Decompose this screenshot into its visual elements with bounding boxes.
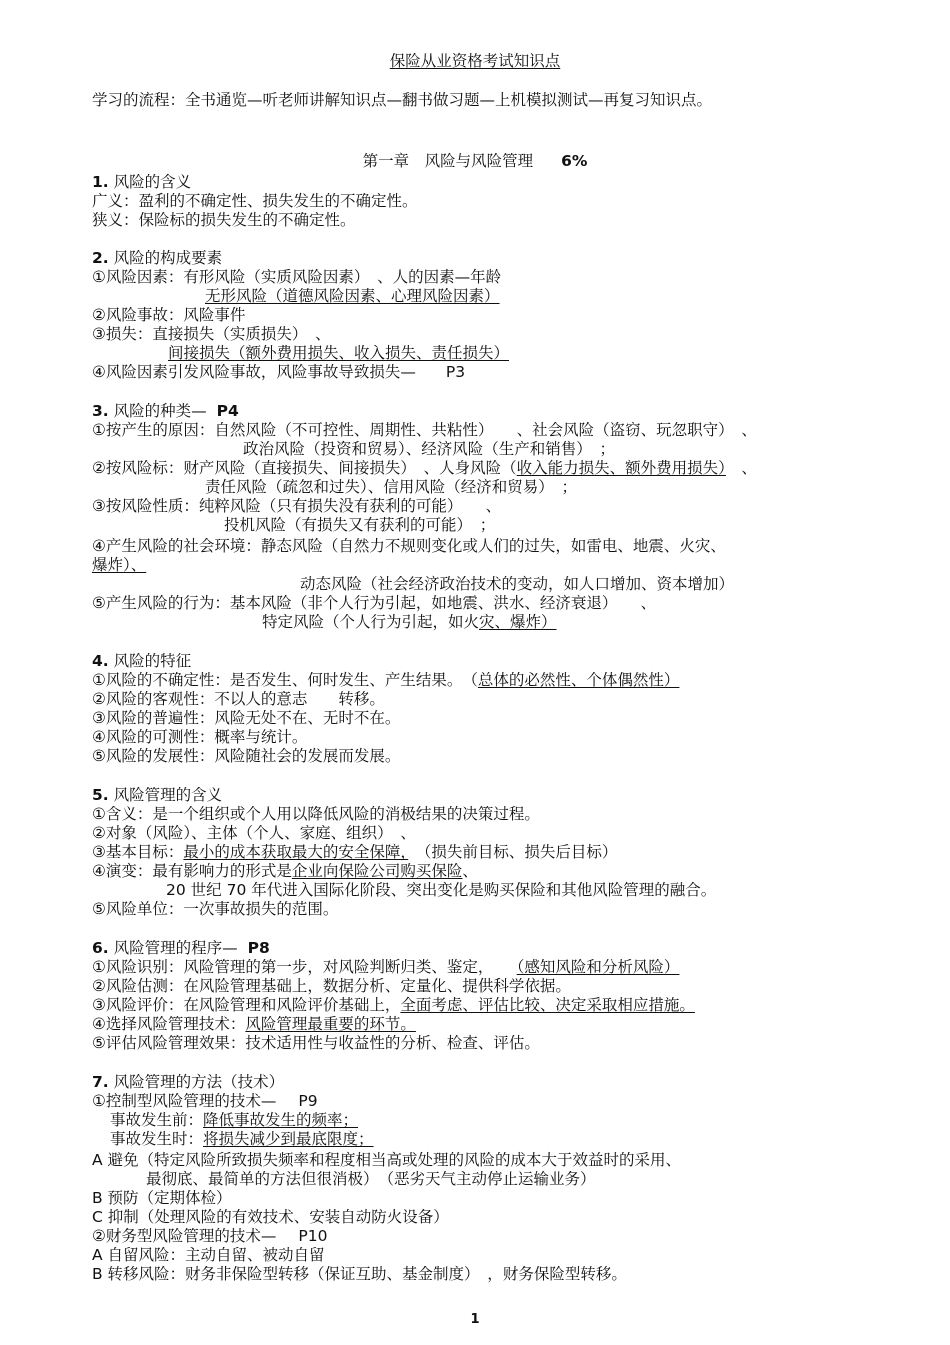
s6-line-underlined: （感知风险和分析风险） [516, 958, 680, 976]
s3-line: ③按风险性质：纯粹风险（只有损失没有获利的可能） 、 [92, 497, 502, 515]
s3-line: 责任风险（疏忽和过失）、信用风险（经济和贸易） ； [205, 478, 578, 496]
s7-line: C 抑制（处理风险的有效技术、安装自动防火设备） [92, 1208, 449, 1226]
s6-line: ②风险估测：在风险管理基础上，数据分析、定量化、提供科学依据。 [92, 977, 571, 995]
chapter-percent: 6% [561, 152, 588, 170]
section-5-heading [92, 786, 222, 805]
section-number: 5. [92, 786, 109, 804]
s4-line: ②风险的客观性：不以人的意志 转移。 [92, 690, 385, 708]
s5-line-text: （损失前目标、损失后目标） [408, 843, 618, 861]
section-7-heading [92, 1073, 284, 1092]
page-ref: P9 [298, 1092, 318, 1110]
s4-line-underlined: 总体的必然性、个体偶然性） [477, 671, 680, 689]
s3-line-text: 特定风险（个人行为引起，如火 [262, 613, 480, 631]
s2-line [92, 363, 465, 382]
s5-line-underlined: 最小的成本获取最大的安全保障， [183, 843, 409, 861]
s7-line: B 转移风险：财务非保险型转移（保证互助、基金制度） ，财务保险型转移。 [92, 1265, 627, 1283]
s4-line: ④风险的可测性：概率与统计。 [92, 728, 308, 746]
page-number: 1 [470, 1312, 480, 1327]
s7-line-underlined: 降低事故发生的频率； [203, 1111, 359, 1129]
section-number: 1. [92, 173, 109, 191]
s3-line-text: 、 [725, 459, 757, 477]
s7-line [92, 1092, 318, 1111]
intro-text: 学习的流程：全书通览—听老师讲解知识点—翻书做习题—上机模拟测试—再复习知识点。 [92, 91, 713, 109]
section-title: 风险的构成要素 [113, 249, 223, 267]
page-title [0, 52, 950, 71]
section-title: 风险的含义 [113, 173, 192, 191]
s5-line: 20 世纪 70 年代进入国际化阶段、突出变化是购买保险和其他风险管理的融合。 [166, 881, 717, 899]
section-title: 风险的种类— [113, 402, 207, 420]
s3-line-underlined: 灾、爆炸） [479, 613, 557, 631]
s6-line-underlined: 全面考虑、评估比较、决定采取相应措施。 [400, 996, 695, 1014]
s3-line: 政治风险（投资和贸易）、经济风险（生产和销售） ； [243, 440, 616, 458]
s6-line [92, 1015, 416, 1034]
s3-line: ④产生风险的社会环境：静态风险（自然力不规则变化或人们的过失，如雷电、地震、火灾、 [92, 537, 726, 555]
s5-line [92, 843, 617, 862]
page-ref: P3 [445, 363, 466, 381]
s2-line: ③损失：直接损失（实质损失） 、 [92, 325, 331, 343]
s2-line: 间接损失（额外费用损失、收入损失、责任损失） [168, 344, 510, 362]
s6-line-text: ①风险识别：风险管理的第一步，对风险判断归类、鉴定， [92, 958, 517, 976]
section-number: 2. [92, 249, 109, 267]
s2-line: ①风险因素：有形风险（实质风险因素） 、人的因素—年龄 [92, 268, 502, 286]
s7-line [110, 1111, 358, 1130]
section-3-heading [92, 402, 239, 421]
s7-line [110, 1130, 374, 1149]
page-ref: P8 [247, 939, 270, 957]
s6-line: ⑤评估风险管理效果：技术适用性与收益性的分析、检查、评估。 [92, 1034, 540, 1052]
s4-line: ⑤风险的发展性：风险随社会的发展而发展。 [92, 747, 401, 765]
s6-line-text: ③风险评价：在风险管理和风险评价基础上， [92, 996, 401, 1014]
s7-line-text: 事故发生时： [110, 1130, 204, 1148]
section-number: 3. [92, 402, 109, 420]
s4-line [92, 671, 679, 690]
s3-line: ①按产生的原因：自然风险（不可控性、周期性、共粘性） 、社会风险（盗窃、玩忽职守） 、 [92, 421, 757, 439]
s1-line: 狭义：保险标的损失发生的不确定性。 [92, 211, 356, 229]
s5-line: ②对象（风险）、主体（个人、家庭、组织） 、 [92, 824, 416, 842]
section-number: 4. [92, 652, 109, 670]
s3-line: 动态风险（社会经济政治技术的变动，如人口增加、资本增加） [300, 575, 735, 593]
s3-line: ⑤产生风险的行为：基本风险（非个人行为引起，如地震、洪水、经济衰退） 、 [92, 594, 657, 612]
s2-line-text: ④风险因素引发风险事故，风险事故导致损失— [92, 363, 416, 381]
s7-line: A 避免（特定风险所致损失频率和程度相当高或处理的风险的成本大于效益时的采用、 [92, 1151, 682, 1169]
section-4-heading [92, 652, 191, 671]
s3-line: 爆炸）、 [92, 556, 147, 574]
s4-line: ③风险的普遍性：风险无处不在、无时不在。 [92, 709, 401, 727]
s7-line: 最彻底、最简单的方法但很消极） （恶劣天气主动停止运输业务） [146, 1170, 596, 1188]
s5-line-text: 、 [462, 862, 478, 880]
s6-line [92, 996, 695, 1015]
section-title: 风险管理的方法（技术） [113, 1073, 285, 1091]
s1-line: 广义：盈利的不确定性、损失发生的不确定性。 [92, 192, 418, 210]
s6-line-text: ④选择风险管理技术： [92, 1015, 246, 1033]
s5-line [92, 862, 478, 881]
s7-line-text: 事故发生前： [110, 1111, 204, 1129]
section-2-heading [92, 249, 222, 268]
section-6-heading [92, 939, 270, 958]
section-title: 风险的特征 [113, 652, 192, 670]
s2-line: ②风险事故：风险事件 [92, 306, 246, 324]
s7-line-underlined: 将损失减少到最底限度； [203, 1130, 374, 1148]
section-title: 风险管理的含义 [113, 786, 223, 804]
s2-line: 无形风险（道德风险因素、心理风险因素） [205, 287, 500, 305]
page-title-text: 保险从业资格考试知识点 [389, 52, 561, 70]
section-number: 6. [92, 939, 109, 957]
s5-line: ⑤风险单位：一次事故损失的范围。 [92, 900, 339, 918]
s3-line [92, 459, 757, 478]
s3-line-text: ②按风险标：财产风险（直接损失、间接损失） 、人身风险（ [92, 459, 517, 477]
s3-line: 投机风险（有损失又有获利的可能） ； [224, 516, 496, 534]
page-ref: P10 [298, 1227, 328, 1245]
s6-line [92, 958, 679, 977]
s7-line-text: ②财务型风险管理的技术— [92, 1227, 277, 1245]
s5-line-text: ③基本目标： [92, 843, 184, 861]
s7-line [92, 1227, 327, 1246]
s7-line-text: ①控制型风险管理的技术— [92, 1092, 277, 1110]
section-number: 7. [92, 1073, 109, 1091]
s7-line: B 预防（定期体检） [92, 1189, 232, 1207]
s5-line-text: ④演变：最有影响力的形式是 [92, 862, 292, 880]
s3-line-underlined: 收入能力损失、额外费用损失） [516, 459, 726, 477]
s6-line-underlined: 风险管理最重要的环节。 [245, 1015, 416, 1033]
s5-line-underlined: 企业向保险公司购买保险 [291, 862, 463, 880]
s7-line: A 自留风险：主动自留、被动自留 [92, 1246, 325, 1264]
page-ref: P4 [216, 402, 239, 420]
s3-line [262, 613, 557, 632]
s4-line-text: ①风险的不确定性：是否发生、何时发生、产生结果。 （ [92, 671, 478, 689]
chapter-heading [0, 152, 950, 171]
chapter-title: 第一章 风险与风险管理 [362, 152, 534, 170]
section-title: 风险管理的程序— [113, 939, 238, 957]
section-1-heading [92, 173, 191, 192]
s5-line: ①含义：是一个组织或个人用以降低风险的消极结果的决策过程。 [92, 805, 540, 823]
